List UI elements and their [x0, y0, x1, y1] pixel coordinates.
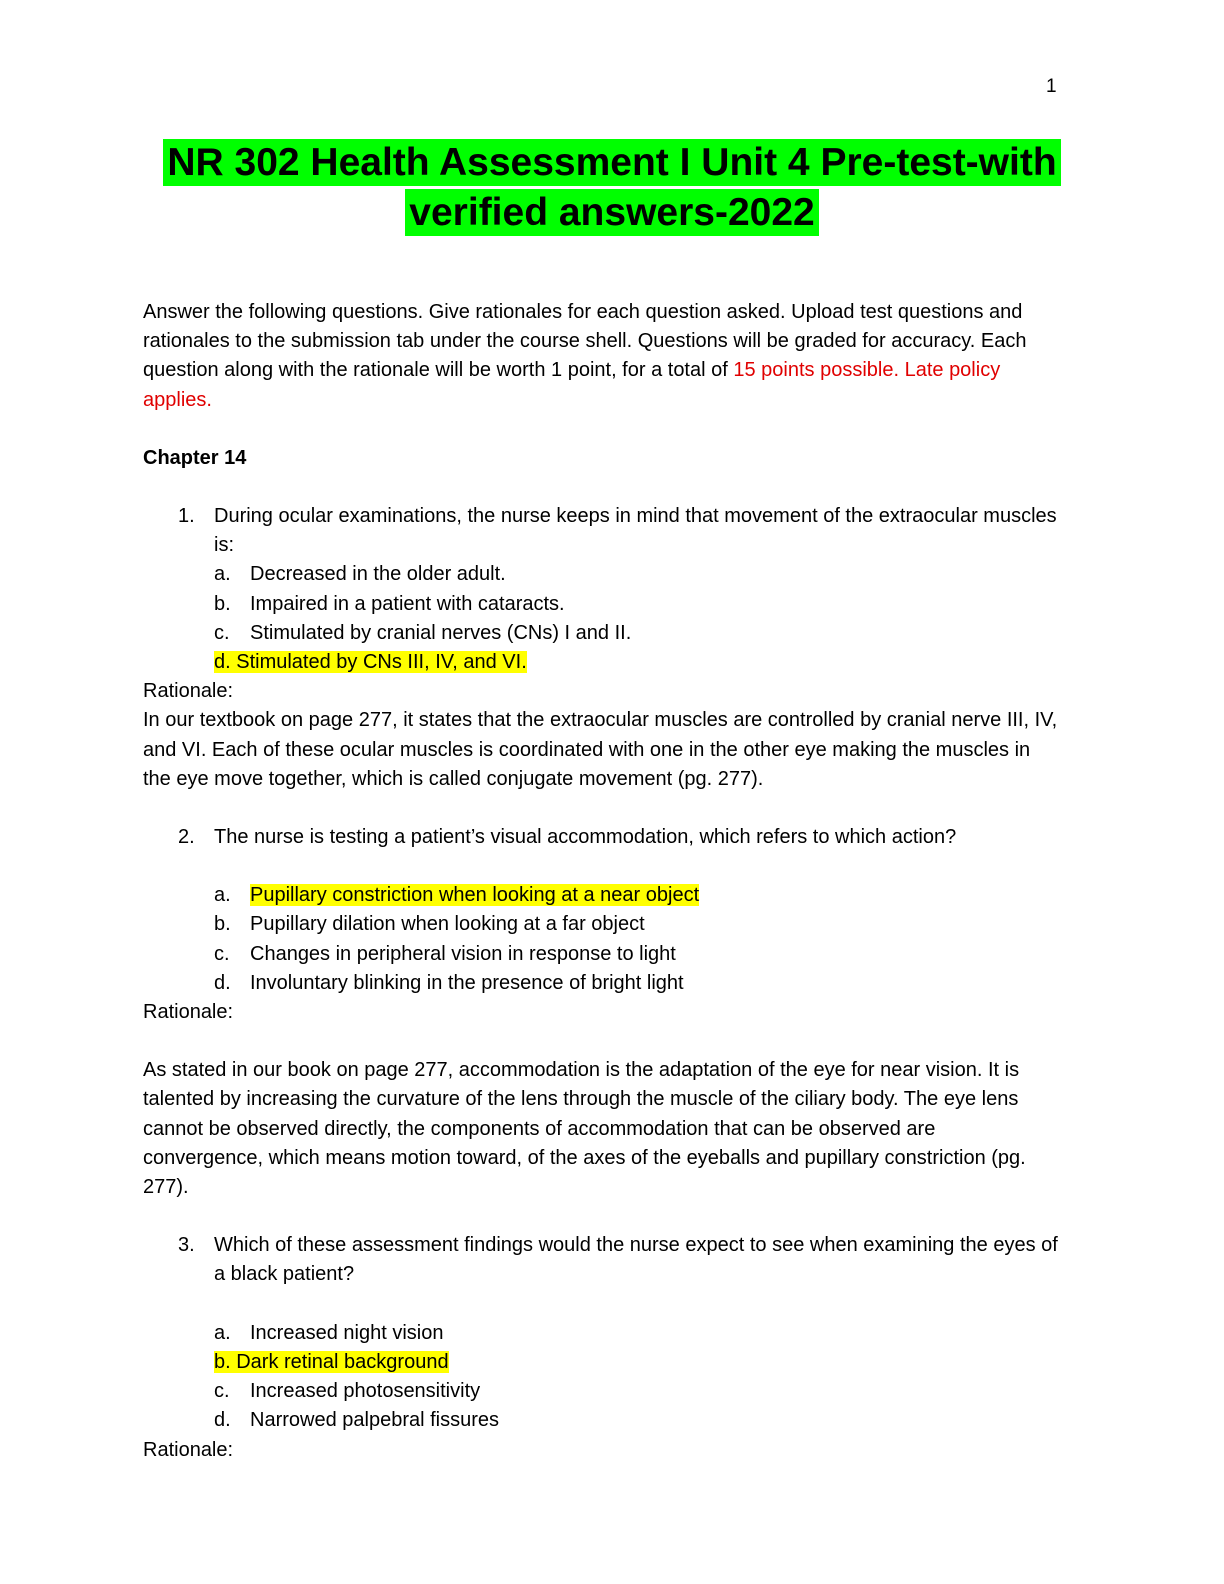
question-number: 1.: [178, 505, 195, 528]
page-number: 1: [1046, 76, 1057, 97]
document-title: [0, 138, 1224, 238]
question-2: [143, 823, 1058, 852]
rationale-text: As stated in our book on page 277, accommodation is the adaptation of the eye for near vision. It is talented by increasing the curvature of the lens through the muscle of the ciliary body. The eye lens cannot be observed directly, the components of accommodation that can be observed are convergence, which means motion toward, of the axes of the eyeballs and pupillary constriction (pg. 277).: [143, 1059, 1026, 1199]
instructions-text: Answer the following questions. Give rationales for each question asked. Upload test questions and rationales to the submission tab under the course shell. Questions will be graded for accuracy. Each question along with the rationale will be worth 1 point, for a total of: [143, 301, 1027, 382]
document-body: [143, 298, 1058, 1465]
question-number: 3.: [178, 1234, 195, 1257]
option-b: b. Impaired in a patient with cataracts.: [214, 592, 565, 615]
question-text: The nurse is testing a patient’s visual accommodation, which refers to which action?: [214, 826, 957, 849]
option-a: a. Decreased in the older adult.: [214, 563, 506, 586]
question-number: 2.: [178, 826, 195, 849]
question-text: During ocular examinations, the nurse keeps in mind that movement of the extraocular muscles is:: [214, 505, 1057, 557]
answer-options: [143, 560, 1058, 677]
option-a-correct: a. Pupillary constriction when looking at a near object: [214, 884, 700, 907]
option-d: d. Involuntary blinking in the presence of bright light: [214, 971, 684, 994]
question-1: [143, 502, 1058, 560]
option-b: b. Pupillary dilation when looking at a far object: [214, 913, 645, 936]
rationale-label: Rationale:: [143, 1438, 234, 1461]
answer-options: [143, 881, 1058, 998]
answer-options: [143, 1319, 1058, 1436]
question-3: [143, 1231, 1058, 1289]
option-d-correct: d. Stimulated by CNs III, IV, and VI.: [214, 651, 527, 674]
option-c: c. Changes in peripheral vision in response to light: [214, 942, 676, 965]
title-line-2: verified answers-2022: [405, 189, 818, 236]
rationale-text: In our textbook on page 277, it states that the extraocular muscles are controlled by cranial nerve III, IV, and VI. Each of these ocular muscles is coordinated with one in the other eye making the muscles in the eye move together, which is called conjugate movement (pg. 277).: [143, 709, 1058, 790]
option-c: c. Stimulated by cranial nerves (CNs) I and II.: [214, 621, 632, 644]
points-note: 15 points possible. Late policy applies.: [143, 359, 1001, 411]
option-c: c. Increased photosensitivity: [214, 1380, 481, 1403]
option-a: a. Increased night vision: [214, 1321, 444, 1344]
rationale-label: Rationale:: [143, 680, 234, 703]
title-line-1: NR 302 Health Assessment I Unit 4 Pre-test-with: [163, 139, 1060, 186]
rationale-label: Rationale:: [143, 1001, 234, 1024]
option-d: d. Narrowed palpebral fissures: [214, 1409, 500, 1432]
instructions: [143, 298, 1058, 415]
question-text: Which of these assessment findings would the nurse expect to see when examining the eyes of a black patient?: [214, 1234, 1058, 1286]
chapter-heading: Chapter 14: [143, 446, 247, 469]
option-b-correct: b. Dark retinal background: [214, 1350, 449, 1373]
